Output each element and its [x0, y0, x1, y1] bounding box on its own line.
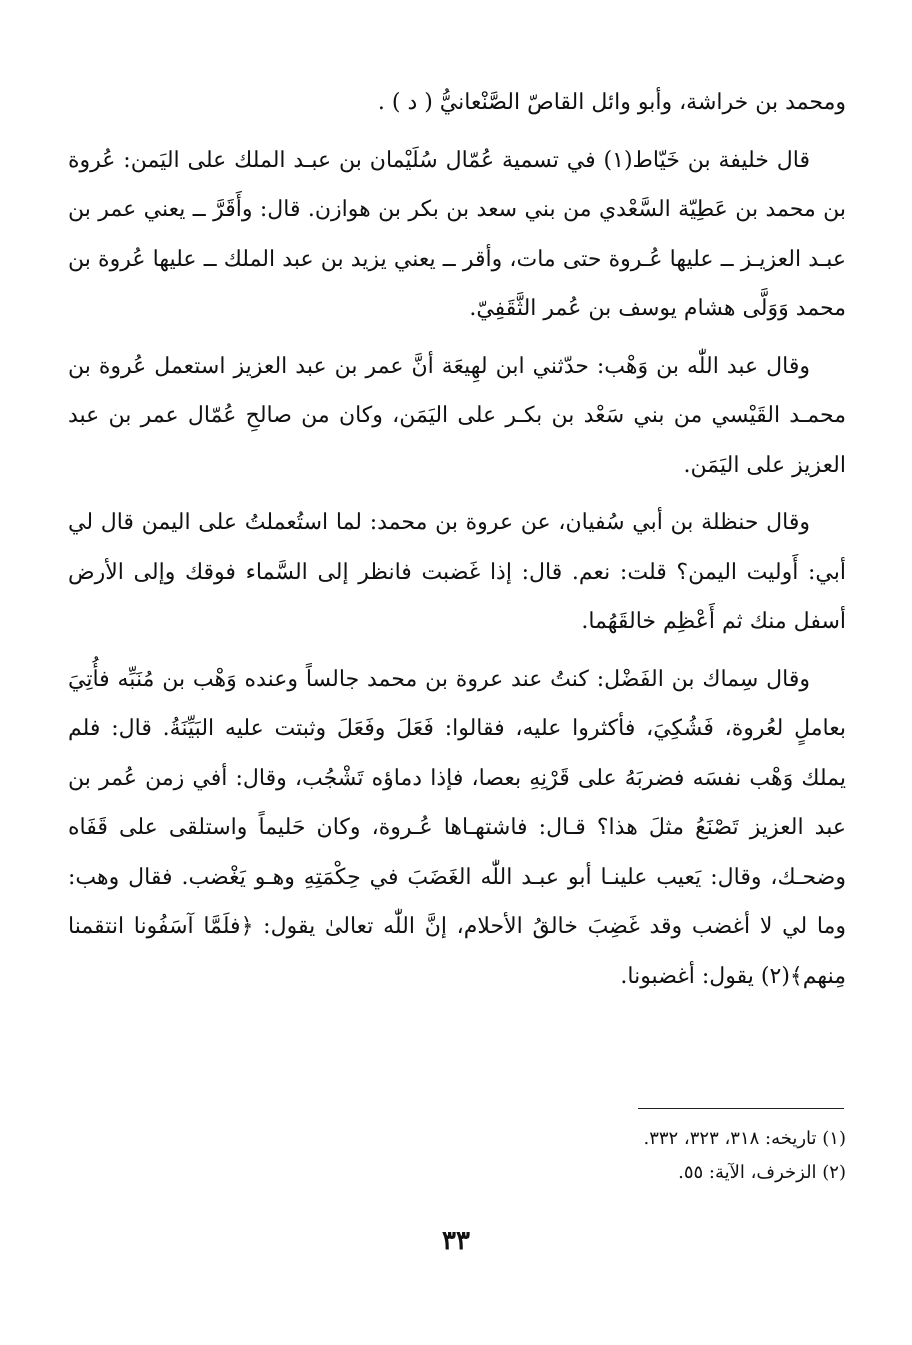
paragraph-khalifa: قال خليفة بن خَيّاط(١) في تسمية عُمّال سُلَيْمان بن عبـد الملك على اليَمن: عُروة بن محمد بن عَطِيّة السَّعْدي من بني سعد بن بكر بن هوازن. قال: وأَقَرَّ ــ يعني عمر بن عبـد العزيـز ــ عليها عُـروة حتى مات، وأقر ــ يعني يزيد بن عبد الملك ــ عليها عُروة بن محمد وَوَلَّى هشام يوسف بن عُمر الثَّقَفِيّ.: [68, 147, 846, 321]
footnote-2: (٢) الزخرف، الآية: ٥٥.: [678, 1162, 846, 1183]
paragraph-simak: وقال سِماك بن الفَضْل: كنتُ عند عروة بن محمد جالساً وعنده وَهْب بن مُنَبِّه فأُتِيَ بعاملٍ لعُروة، فَشُكِيَ، فأكثروا عليه، فقالوا: فَعَلَ وفَعَلَ وثبتت عليه البَيِّنَةُ. قال: فلم يملك وَهْب نفسَه فضربَهُ على قَرْنِهِ بعصا، فإذا دماؤه تَشْجُب، وقال: أفي زمن عُمر بن عبد العزيز تَصْنَعُ مثلَ هذا؟ قـال: فاشتهـاها عُـروة، وكان حَليماً واستلقى على قَفَاه وضحـك، وقال: يَعيب علينـا أبو عبـد اللّٰه الغَضَبَ في حِكْمَتِهِ وهـو يَغْضب. فقال وهب: وما لي لا أغضب وقد غَضِبَ خالقُ الأحلام، إنَّ اللّٰه تعالىٰ يقول: ﴿فلَمَّا آسَفُونا انتقمنا مِنهم﴾(٢) يقول: أغضبونا.: [68, 666, 847, 989]
footnotes: [68, 1122, 846, 1190]
main-text: [68, 78, 846, 1001]
paragraph-hanzala: وقال حنظلة بن أبي سُفيان، عن عروة بن محمد: لما استُعملتُ على اليمن قال لي أبي: أَوليت اليمن؟ قلت: نعم. قال: إذا غَضبت فانظر إلى السَّماء فوقك وإلى الأرض أسفل منك ثم أَعْظِم خالقَهُما.: [68, 510, 846, 634]
paragraph-ibn-wahb: وقال عبد اللّٰه بن وَهْب: حدّثني ابن لهِيعَة أنَّ عمر بن عبد العزيز استعمل عُروة بن محمـد القَيْسي من بني سَعْد بن بكـر على اليَمَن، وكان من صالحِ عُمّال عمر بن عبد العزيز على اليَمَن.: [68, 353, 846, 478]
paragraph-continuation: ومحمد بن خراشة، وأبو وائل القاصّ الصَّنْعانيُّ ( د ) .: [377, 90, 846, 115]
page-number: ٣٣: [442, 1226, 470, 1256]
footnote-divider: [638, 1108, 844, 1109]
footnote-1: (١) تاريخه: ٣١٨، ٣٢٣، ٣٣٢.: [643, 1128, 846, 1149]
